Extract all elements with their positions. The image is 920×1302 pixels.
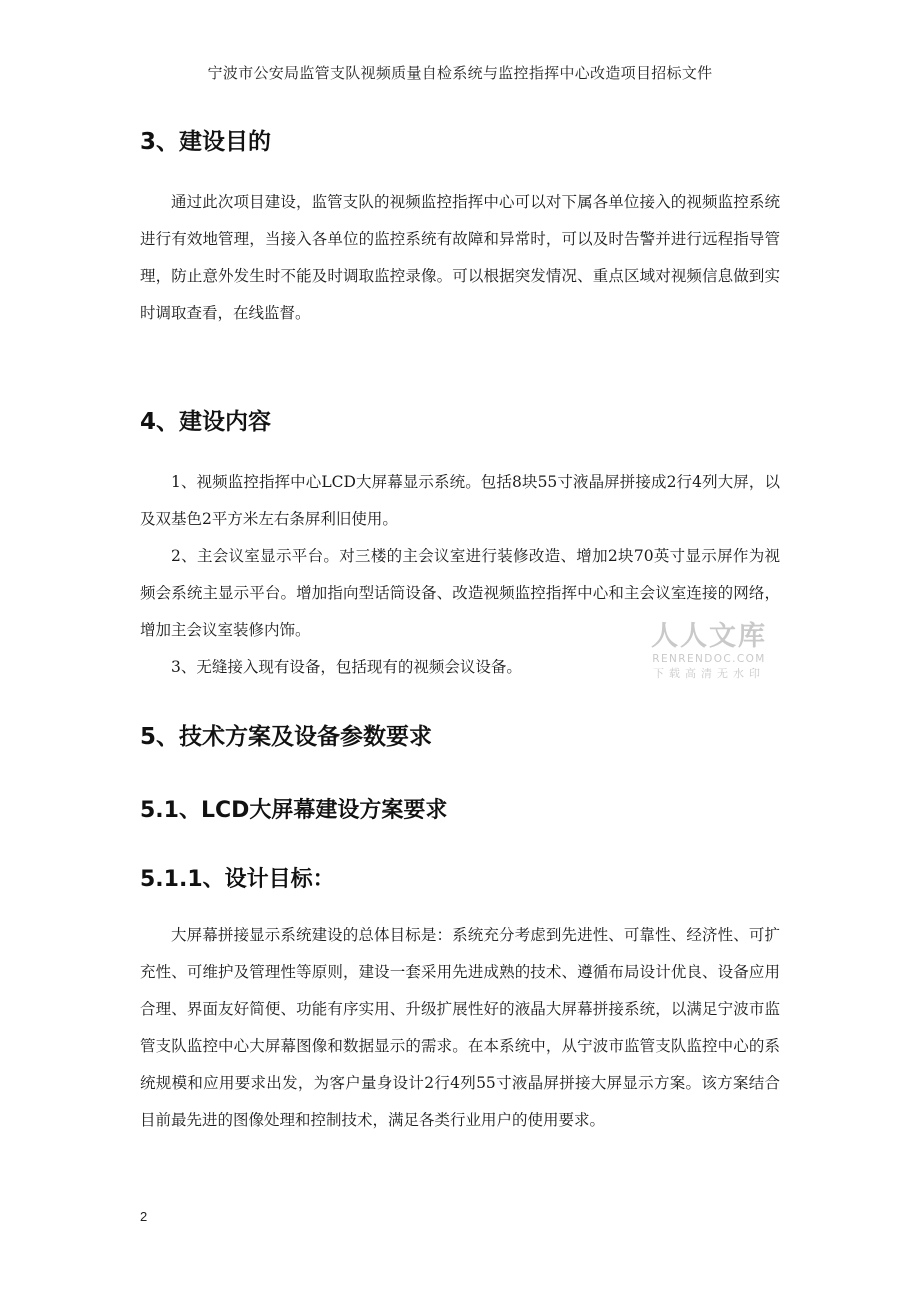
section-4-item-3: 3、无缝接入现有设备，包括现有的视频会议设备。 xyxy=(171,658,522,676)
section-3-paragraph: 通过此次项目建设，监管支队的视频监控指挥中心可以对下属各单位接入的视频监控系统进行有效地管理，当接入各单位的监控系统有故障和异常时，可以及时告警并进行远程指导管理，防止意外发生时不能及时调取监控录像。可以根据突发情况、重点区域对视频信息做到实时调取查看，在线监督。 xyxy=(140,193,780,322)
section-3-heading: 3、建设目的 xyxy=(140,129,272,155)
document-header: 宁波市公安局监管支队视频质量自检系统与监控指挥中心改造项目招标文件 xyxy=(207,64,713,82)
watermark-tagline: 下载高清无水印 xyxy=(653,667,765,680)
section-4-item-2: 2、主会议室显示平台。对三楼的主会议室进行装修改造、增加2块70英寸显示屏作为视频会系统主显示平台。增加指向型话筒设备、改造视频监控指挥中心和主会议室连接的网络，增加主会议室装修内饰。 xyxy=(140,547,780,639)
watermark-url: RENRENDOC.COM xyxy=(652,653,766,665)
section-5-1-1-paragraph: 大屏幕拼接显示系统建设的总体目标是：系统充分考虑到先进性、可靠性、经济性、可扩充性、可维护及管理性等原则，建设一套采用先进成熟的技术、遵循布局设计优良、设备应用合理、界面友好简便、功能有序实用、升级扩展性好的液晶大屏幕拼接系统，以满足宁波市监管支队监控中心大屏幕图像和数据显示的需求。在本系统中，从宁波市监管支队监控中心的系统规模和应用要求出发，为客户量身设计2行4列55寸液晶屏拼接大屏显示方案。该方案结合目前最先进的图像处理和控制技术，满足各类行业用户的使用要求。 xyxy=(140,926,780,1129)
section-5-1-1-heading: 5.1.1、设计目标： xyxy=(140,867,335,892)
watermark-title: 人人文库 xyxy=(651,621,767,652)
section-5-heading: 5、技术方案及设备参数要求 xyxy=(140,724,433,750)
section-5-1-heading: 5.1、LCD大屏幕建设方案要求 xyxy=(140,798,448,823)
section-4-item-1: 1、视频监控指挥中心LCD大屏幕显示系统。包括8块55寸液晶屏拼接成2行4列大屏，以及双基色2平方米左右条屏利旧使用。 xyxy=(140,473,780,528)
watermark-logo xyxy=(646,622,772,681)
page-number: 2 xyxy=(140,1209,148,1224)
section-4-heading: 4、建设内容 xyxy=(140,409,272,435)
